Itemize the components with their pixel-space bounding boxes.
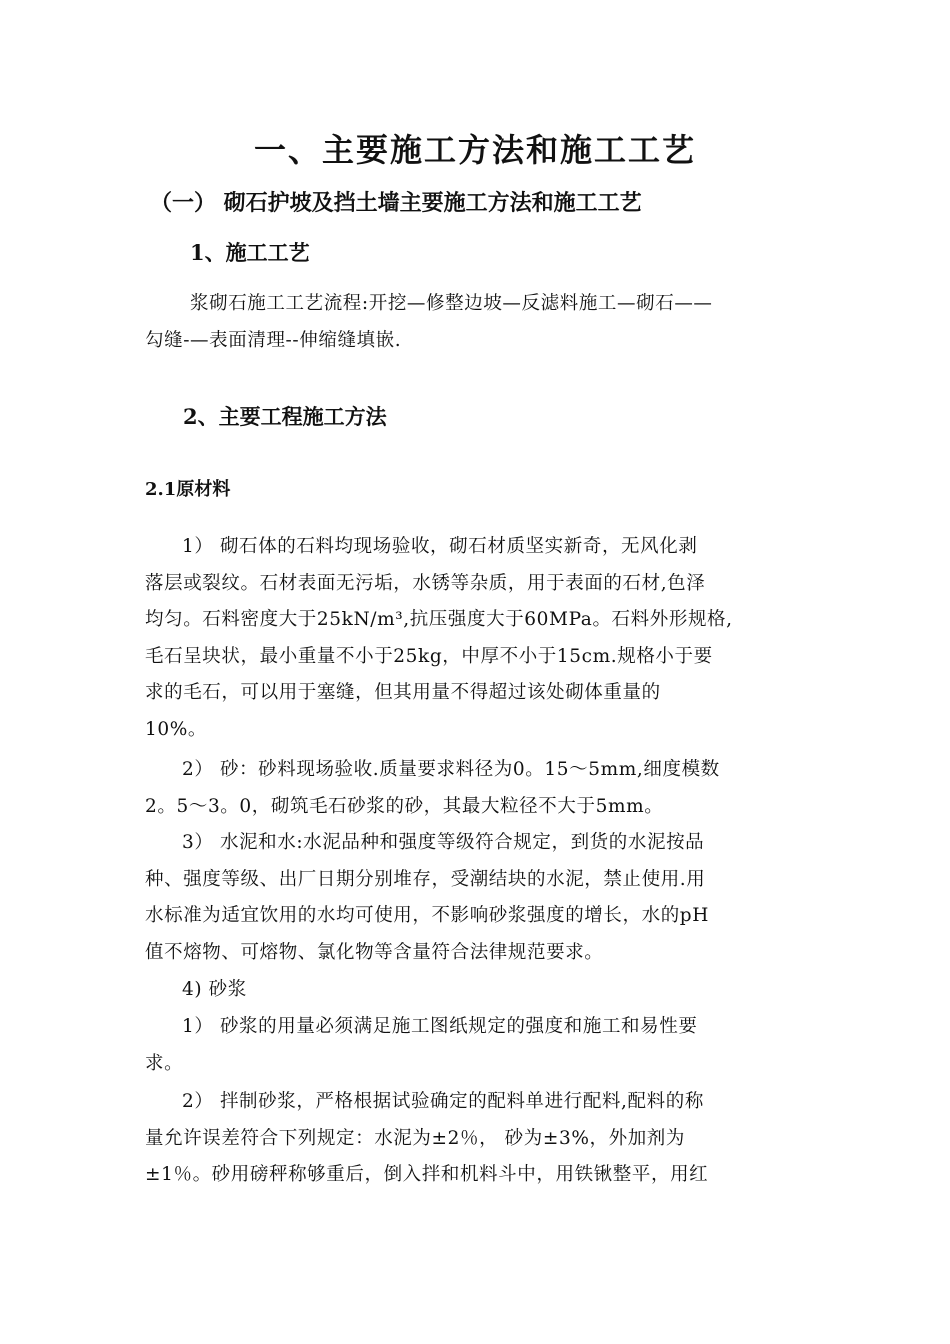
- paragraph-line: 4) 砂浆: [182, 979, 247, 1000]
- document-title: 一、主要施工方法和施工工艺: [253, 131, 696, 169]
- paragraph-line: 量允许误差符合下列规定：水泥为±2％， 砂为±3%，外加剂为: [145, 1127, 686, 1149]
- paragraph-line: 均匀。石料密度大于25kN/m³,抗压强度大于60MPa。石料外形规格,: [145, 609, 733, 630]
- process-flow-paragraph: [145, 286, 805, 359]
- paragraph-mortar-heading: [145, 972, 805, 1009]
- paragraph-line: 3） 水泥和水:水泥品种和强度等级符合规定，到货的水泥按品: [182, 832, 705, 853]
- paragraph-line: 求的毛石，可以用于塞缝，但其用量不得超过该处砌体重量的: [145, 682, 661, 703]
- paragraph-line: 落层或裂纹。石材表面无污垢，水锈等杂质，用于表面的石材,色泽: [145, 572, 706, 594]
- paragraph-mortar-mixing: [145, 1084, 805, 1194]
- paragraph-line: 2） 砂：砂料现场验收.质量要求料径为0。15～5mm,细度模数: [182, 759, 720, 780]
- paragraph-line: 值不熔物、可熔物、氯化物等含量符合法律规范要求。: [145, 941, 604, 963]
- paragraph-line: 2） 拌制砂浆，严格根据试验确定的配料单进行配料,配料的称: [182, 1091, 704, 1112]
- paragraph-line: 2。5～3。0，砌筑毛石砂浆的砂，其最大粒径不大于5mm。: [145, 795, 664, 817]
- subsection-heading-construction-process: 1、施工工艺: [190, 240, 310, 265]
- paragraph-line: 水标准为适宜饮用的水均可使用，不影响砂浆强度的增长，水的pH: [145, 905, 709, 926]
- process-flow-line-2: 勾缝-—表面清理--伸缩缝填嵌.: [145, 329, 402, 351]
- process-flow-line-1: 浆砌石施工工艺流程:开挖—修整边坡—反滤料施工—砌石——: [190, 293, 713, 314]
- paragraph-line: 求。: [145, 1052, 184, 1074]
- paragraph-mortar-strength: [145, 1009, 805, 1082]
- section-heading-1: （一） 砌石护坡及挡土墙主要施工方法和施工工艺: [150, 190, 642, 216]
- subsection-heading-raw-materials: 2.1原材料: [145, 479, 231, 500]
- paragraph-line: ±1％。砂用磅秤称够重后，倒入拌和机料斗中，用铁锹整平，用红: [145, 1164, 709, 1185]
- paragraph-cement-water: [145, 825, 805, 971]
- paragraph-line: 10%。: [145, 718, 208, 740]
- paragraph-stone: [145, 529, 805, 748]
- paragraph-line: 1） 砌石体的石料均现场验收，砌石材质坚实新奇，无风化剥: [182, 536, 698, 557]
- paragraph-line: 1） 砂浆的用量必须满足施工图纸规定的强度和施工和易性要: [182, 1016, 698, 1037]
- paragraph-sand: [145, 752, 805, 825]
- paragraph-line: 毛石呈块状，最小重量不小于25kg，中厚不小于15cm.规格小于要: [145, 645, 713, 667]
- subsection-heading-main-methods: 2、主要工程施工方法: [183, 404, 387, 429]
- paragraph-line: 种、强度等级、出厂日期分别堆存，受潮结块的水泥，禁止使用.用: [145, 868, 706, 890]
